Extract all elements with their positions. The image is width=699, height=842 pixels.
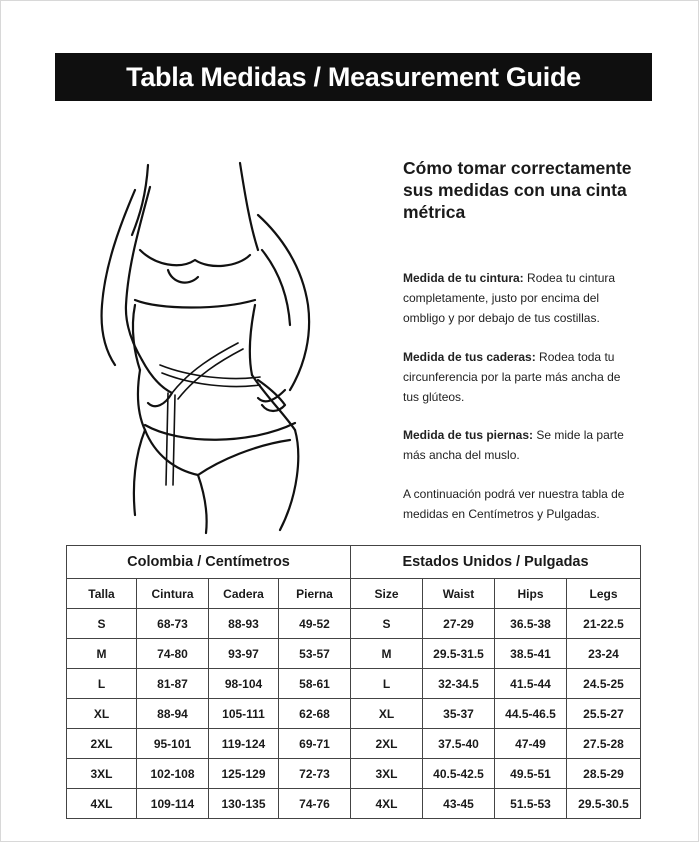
usa-cell: 32-34.5 — [423, 669, 495, 699]
colombia-cell: 62-68 — [279, 699, 351, 729]
how-title-line: Cómo tomar correctamente — [403, 158, 632, 178]
colombia-header: Cintura — [137, 579, 209, 609]
colombia-cell: 109-114 — [137, 789, 209, 819]
colombia-cell: 4XL — [67, 789, 137, 819]
page-title: Tabla Medidas / Measurement Guide — [55, 53, 652, 101]
usa-cell: 4XL — [351, 789, 423, 819]
colombia-cell: 74-80 — [137, 639, 209, 669]
usa-cell: 21-22.5 — [567, 609, 641, 639]
usa-cell: 29.5-30.5 — [567, 789, 641, 819]
waist-instructions — [403, 268, 663, 328]
colombia-cell: 74-76 — [279, 789, 351, 819]
usa-cell: 36.5-38 — [495, 609, 567, 639]
usa-cell: 2XL — [351, 729, 423, 759]
colombia-cell: 88-94 — [137, 699, 209, 729]
usa-cell: 29.5-31.5 — [423, 639, 495, 669]
usa-cell: 28.5-29 — [567, 759, 641, 789]
usa-cell: 51.5-53 — [495, 789, 567, 819]
legs-instructions — [403, 425, 663, 465]
usa-cell: S — [351, 609, 423, 639]
usa-cell: M — [351, 639, 423, 669]
colombia-cell: 68-73 — [137, 609, 209, 639]
how-to-measure-title — [403, 157, 663, 223]
usa-cell: 3XL — [351, 759, 423, 789]
colombia-cell: XL — [67, 699, 137, 729]
size-table — [66, 545, 641, 819]
note-line: medidas en Centímetros y Pulgadas. — [403, 507, 600, 521]
legs-text: más ancha del muslo. — [403, 448, 520, 462]
usa-cell: 38.5-41 — [495, 639, 567, 669]
table-row — [67, 609, 641, 639]
table-row — [67, 789, 641, 819]
usa-cell: 47-49 — [495, 729, 567, 759]
waist-text: completamente, justo por encima del — [403, 291, 600, 305]
note-line: A continuación podrá ver nuestra tabla de — [403, 487, 625, 501]
waist-text: Rodea tu cintura — [523, 271, 616, 285]
how-title-line: sus medidas con una cinta — [403, 180, 627, 200]
usa-cell: 43-45 — [423, 789, 495, 819]
colombia-cell: 125-129 — [209, 759, 279, 789]
colombia-cell: 98-104 — [209, 669, 279, 699]
waist-text: ombligo y por debajo de tus costillas. — [403, 311, 600, 325]
usa-cell: 24.5-25 — [567, 669, 641, 699]
legs-label: Medida de tus piernas: — [403, 428, 534, 442]
colombia-cell: 95-101 — [137, 729, 209, 759]
hips-label: Medida de tus caderas: — [403, 350, 536, 364]
colombia-cell: 81-87 — [137, 669, 209, 699]
hips-instructions — [403, 347, 663, 407]
usa-cell: 40.5-42.5 — [423, 759, 495, 789]
colombia-cell: 3XL — [67, 759, 137, 789]
usa-cell: L — [351, 669, 423, 699]
colombia-header: Pierna — [279, 579, 351, 609]
colombia-cell: 102-108 — [137, 759, 209, 789]
legs-text: Se mide la parte — [533, 428, 624, 442]
colombia-cell: 2XL — [67, 729, 137, 759]
table-row — [67, 699, 641, 729]
hips-text: Rodea toda tu — [535, 350, 615, 364]
colombia-cell: M — [67, 639, 137, 669]
woman-measuring-waist-illustration — [80, 155, 390, 535]
colombia-cell: 72-73 — [279, 759, 351, 789]
usa-cell: 44.5-46.5 — [495, 699, 567, 729]
usa-cell: 37.5-40 — [423, 729, 495, 759]
hips-text: circunferencia por la parte más ancha de — [403, 370, 621, 384]
colombia-header: Talla — [67, 579, 137, 609]
usa-cell: XL — [351, 699, 423, 729]
waist-label: Medida de tu cintura: — [403, 271, 524, 285]
usa-header: Legs — [567, 579, 641, 609]
colombia-table-title: Colombia / Centímetros — [67, 546, 351, 579]
usa-header: Hips — [495, 579, 567, 609]
colombia-cell: 53-57 — [279, 639, 351, 669]
colombia-cell: 105-111 — [209, 699, 279, 729]
colombia-cell: 88-93 — [209, 609, 279, 639]
table-row — [67, 639, 641, 669]
usa-cell: 23-24 — [567, 639, 641, 669]
hips-text: tus glúteos. — [403, 390, 465, 404]
colombia-header: Cadera — [209, 579, 279, 609]
usa-cell: 27.5-28 — [567, 729, 641, 759]
usa-header: Size — [351, 579, 423, 609]
usa-cell: 25.5-27 — [567, 699, 641, 729]
usa-cell: 41.5-44 — [495, 669, 567, 699]
colombia-cell: 119-124 — [209, 729, 279, 759]
usa-header: Waist — [423, 579, 495, 609]
colombia-cell: 130-135 — [209, 789, 279, 819]
colombia-cell: 69-71 — [279, 729, 351, 759]
usa-cell: 49.5-51 — [495, 759, 567, 789]
colombia-cell: 49-52 — [279, 609, 351, 639]
table-row — [67, 729, 641, 759]
table-note — [403, 484, 663, 524]
usa-cell: 35-37 — [423, 699, 495, 729]
how-title-line: métrica — [403, 202, 466, 222]
colombia-cell: 93-97 — [209, 639, 279, 669]
usa-cell: 27-29 — [423, 609, 495, 639]
usa-table-title: Estados Unidos / Pulgadas — [351, 546, 641, 579]
colombia-cell: 58-61 — [279, 669, 351, 699]
table-row — [67, 669, 641, 699]
table-row — [67, 759, 641, 789]
colombia-cell: S — [67, 609, 137, 639]
colombia-cell: L — [67, 669, 137, 699]
